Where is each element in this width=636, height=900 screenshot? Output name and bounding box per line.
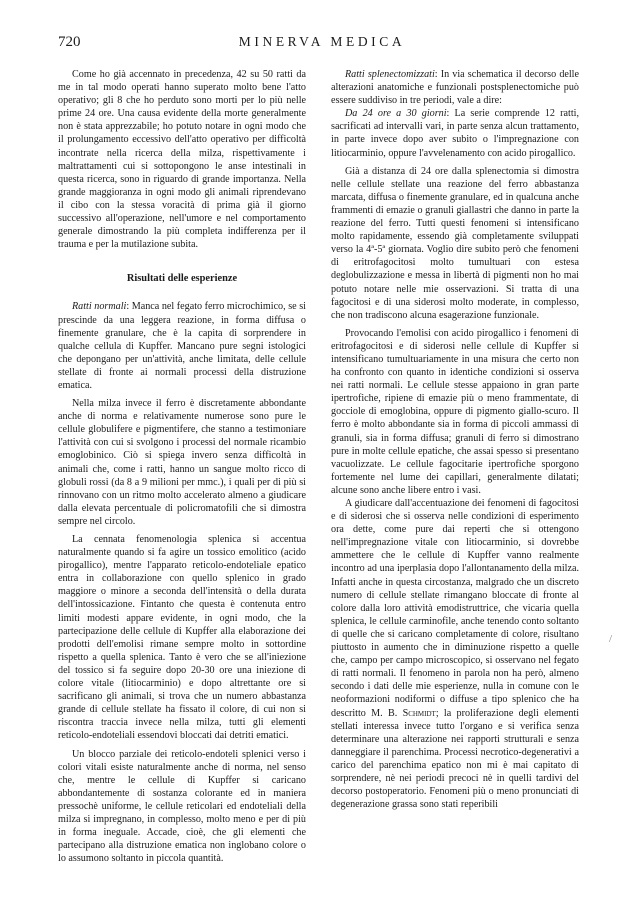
first-period-lead: Da 24 ore a 30 giorni xyxy=(345,108,447,120)
normal-rats-paragraph xyxy=(58,300,306,392)
hyperplasia-paragraph xyxy=(331,497,579,811)
page-header xyxy=(58,34,586,54)
hemolysis-paragraph: Provocando l'emolisi con acido pirogallico i fenomeni di eritrofagocitosi e di siderosi nelle cellule di Kupffer si intensificano tumultuariamente in una misura che certo non ha confronto con quanto in identiche condizioni si osserva nei ratti normali. Le cellule stesse appaiono in gran parte ipertrofiche, ripiene di emazie più o meno frammentate, di gocciole di emoglobina, oppure di pigmento giallo-scuro. Il ferro è molto abbondante sia in forma di piccoli ammassi di granuli, sia in forma diffusa; granuli di ferro si dimostrano pure in molte cellule epatiche, che assai spesso si presentano vacuolizzate. Le cellule fagocitarie ipertrofiche sporgono fortemente nel lume dei capillari, generalmente dilatati; alcune sono anche libere entro i vasi. xyxy=(331,327,579,496)
splenectomized-paragraph xyxy=(331,68,579,107)
splenic-phenomenology-paragraph: La cennata fenomenologia splenica si accentua naturalmente quando si fa agire un tossico emolitico (acido pirogallico), mentre l'apparato reticolo-endoteliale epatico entra in collaborazione con quello splenico in grado maggiore o minore a seconda dell'intensità o della durata dell'intossicazione. Fintanto che questa è contenuta entro limiti modesti appare evidente, in ogni modo, che la partecipazione delle cellule di Kupffer alla elaborazione dei prodotti dell'emolisi rimane sempre molto in sottordine rispetto a quella splenica. Tanto è vero che se all'iniezione del tossico si fa seguire dopo 20-30 ore una iniezione di colore vitale (litiocarminio) e dopo altrettante ore si sacrificano gli animali, si trova che un numero abbastanza grande di cellule stellate ha fissato il colore, di cui non si riscontra traccia invece nella milza, tutti gli elementi reticolo-endoteliali essendovi bloccati dai detriti ematici. xyxy=(58,534,306,742)
splenectomized-text: : In via schematica il decorso delle alterazioni anatomiche e funzionali postsplenectomiche può essere suddiviso in tre periodi, vale a dire: xyxy=(331,69,579,107)
right-column xyxy=(331,68,579,811)
section-title: Risultati delle esperienze xyxy=(126,273,238,285)
journal-title: MINERVA MEDICA xyxy=(238,34,406,49)
first-period-text: : La serie comprende 12 ratti, sacrificati ad intervalli vari, in parte senza alcun trattamento, in parte invece dopo aver subito o l'impregnazione con litiocarminio, oppure l'avvelenamento con acido pirogallico. xyxy=(331,108,580,159)
left-column xyxy=(58,68,306,865)
intro-paragraph: Come ho già accennato in precedenza, 42 su 50 ratti da me in tal modo operati hanno superato molto bene l'atto operativo; gli 8 che ho perduto sono morti per lo più nelle prime 24 ore. Una causa evidente della morte generalmente non è stata apprezzabile; ho potuto notare in ogni modo che il prolungamento eccessivo dell'atto operativo per difficoltà incontrate nella ricerca della milza, rispettivamente i maltrattamenti cui si sottopongono le anse intestinali in questa ricerca, sono in riguardo di grande importanza. Nella grande maggioranza in ogni modo gli animali riprendevano il cibo con la stessa voracità di prima già il giorno successivo all'operazione, nell'umore e nel comportamento generale dimostrando la più completa indifferenza per il trauma e per la mutilazione subita. xyxy=(58,69,306,251)
splenectomized-lead: Ratti splenectomizzati xyxy=(345,69,435,80)
cited-author: M. B. Schmidt xyxy=(371,707,436,719)
page-number: 720 xyxy=(58,34,81,50)
hyperplasia-continued: ; la proliferazione degli elementi stellati interessa invece tutto l'organo e si verifica senza determinare una alterazione nei rapporti strutturali e senza danneggiare il parenchima. Processi necrotico-degenerativi a carico del parenchima epatico non mi è mai capitato di sorprendere, nè nei periodi precoci nè in quelli tardivi del decorso postoperatorio. Fenomeni più o meno pronunciati di degenerazione grassa sono stati reperibili xyxy=(331,707,580,811)
iron-reaction-paragraph: Già a distanza di 24 ore dalla splenectomia si dimostra nelle cellule stellate una reazione del ferro abbastanza marcata, diffusa o finemente granulare, ed in qualcuna anche frammenti di emazie o granuli giallastri che danno in parte la reazione del ferro. Tutti questi fenomeni si intensificano molto rapidamente, essendo già completamente sviluppati verso la 4ª-5ª giornata. Voglio dire subito però che fenomeni di eritrofagocitosi molto tumultuari con estesa deglobulizzazione e messa in libertà di pigmenti non ho mai potuto notare nelle mie osservazioni. Si tratta di una fagocitosi e di una siderosi molto moderate, in complesso, che non tradiscono alcuna esagerazione funzionale. xyxy=(331,165,579,321)
partial-block-paragraph: Un blocco parziale dei reticolo-endoteli splenici verso i colori vitali esiste naturalmente anche di norma, nel senso che, mentre le cellule di Kupffer si caricano abbondantemente di sostanza colorante ed in maniera pressochè uniforme, le cellule reticolari ed endoteliali della milza si impregnano, in complesso, molto meno e per di più in forma ineguale. Accade, cioè, che gli elementi che partecipano alla distruzione ematica non inglobano colore o lo assumono soltanto in piccola quantità. xyxy=(58,748,306,865)
margin-mark: / xyxy=(609,633,613,645)
hyperplasia-text: A giudicare dall'accentuazione dei fenomeni di fagocitosi e di siderosi che si osserva nelle condizioni di esperimento ora dette, come pure dai reperti che si ottengono nell'impregnazione vitale con litiocarminio, si dovrebbe ammettere che le cellule di Kupffer vanno realmente incontro ad una iperplasia dopo l'allontanamento della milza. Infatti anche in questa circostanza, malgrado che un discreto numero di cellule stellate rimangano bloccate di fronte al colore dalla loro attività emodistruttrice, che vicaria quella splenica, le cellule carminofile, anche tenendo conto soltanto di quelle che si caricano completamente di colore, risultano piuttosto in aumento che in diminuzione rispetto a quelle che, campo per campo microscopico, si osservano nel fegato di ratti normali. Il fenomeno in parola non ha però, almeno secondo i dati delle mie esperienze, nulla in comune con le neoformazioni nodiformi o diffuse a tipo splenico che ha descritto xyxy=(331,498,579,719)
normal-rats-text: : Manca nel fegato ferro microchimico, se si prescinde da una leggera reazione, in forma diffusa o finemente granulare, che è la capita di sorprendere in qualche cellula di Kupffer. Mancano pure segni istologici che depongano per un'attività, anche limitata, delle cellule stellate di fronte ai normali processi della distruzione ematica. xyxy=(58,301,306,391)
normal-rats-lead: Ratti normali xyxy=(72,301,127,313)
first-period-paragraph xyxy=(331,107,579,159)
spleen-iron-paragraph: Nella milza invece il ferro è discretamente abbondante anche di norma e relativamente numerose sono pure le cellule globulifere e pigmentifere, che stanno a testimoniare l'attività con cui si svolgono i processi del normale ricambio emoglobinico. Ciò si spiega invero senza difficoltà in animali che, come i ratti, hanno un sangue molto ricco di globuli rossi (da 8 a 9 milioni per mmc.), i quali per di più si rinnovano con un ritmo molto accelerato almeno a giudicare dalla elevata percentuale di policromatofili che si dimostra sempre nel circolo. xyxy=(58,398,306,527)
